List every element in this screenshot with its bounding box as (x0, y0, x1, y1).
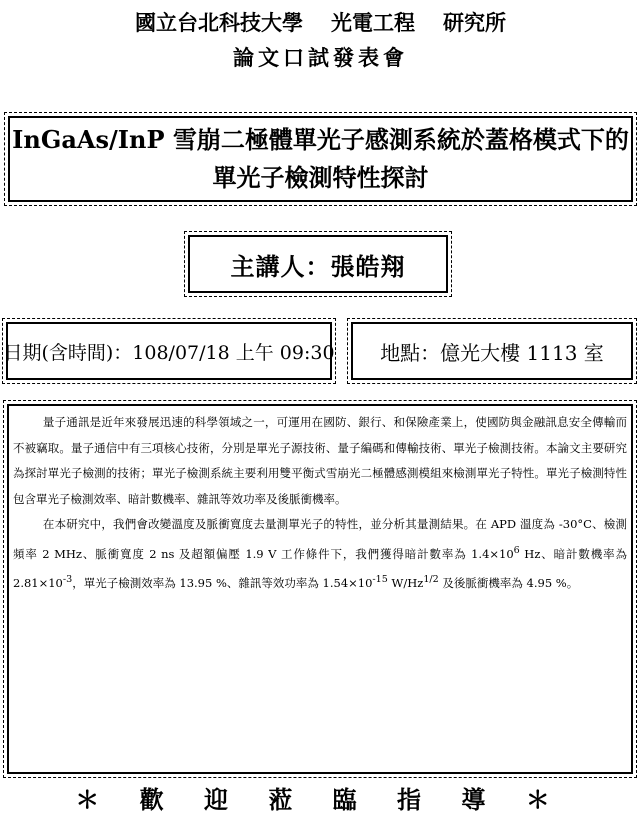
date-label: 日期(含時間)：108/07/18 上午 09:30 (6, 322, 332, 380)
abstract-paragraph-2 (13, 512, 627, 596)
event-title: 論文口試發表會 (233, 45, 408, 70)
thesis-title-line-2: 單光子檢測特性探討 (212, 163, 429, 192)
superscript: -3 (62, 574, 73, 586)
abstract-p2-part-c: ，單光子檢測效率為 13.95 %、雜訊等效功率為 1.54×10 (72, 576, 373, 591)
superscript: -15 (372, 574, 388, 586)
abstract-p2-part-e: 及後脈衝機率為 4.95 %。 (438, 576, 579, 591)
abstract-p2-part-d: W/Hz (387, 576, 424, 591)
abstract-p2-part-b: Hz、暗計數機率為 2.81×10 (13, 546, 627, 591)
venue-box (347, 318, 637, 384)
thesis-title-box (4, 112, 637, 206)
date-box (2, 318, 336, 384)
superscript: 6 (513, 544, 520, 556)
speaker-box (184, 231, 452, 297)
header-school-line (0, 7, 641, 37)
university-name: 國立台北科技大學 (135, 10, 303, 35)
superscript: 1/2 (423, 574, 439, 586)
institute-name: 研究所 (443, 10, 506, 35)
abstract-p2-part-a: 在本研究中，我們會改變溫度及脈衝寬度去量測單光子的特性，並分析其量測結果。在 APD 溫度為 -30°C、檢測頻率 2 MHz、脈衝寬度 2 ns 及超額偏壓 1.9 V 工作條件下，我們獲得暗計數率為 1.4×10 (13, 517, 627, 561)
venue-label: 地點：億光大樓 1113 室 (351, 322, 633, 380)
thesis-title (8, 116, 633, 202)
welcome-footer: ＊ 歡 迎 蒞 臨 指 導 ＊ (75, 785, 566, 814)
speaker-label: 主講人：張皓翔 (188, 235, 448, 293)
thesis-title-line-1: InGaAs/InP 雪崩二極體單光子感測系統於蓋格模式下的 (12, 125, 629, 154)
department-name: 光電工程 (331, 10, 415, 35)
abstract-paragraph-1: 量子通訊是近年來發展迅速的科學領域之一，可運用在國防、銀行、和保險產業上，使國防與金融訊息安全傳輸而不被竊取。量子通信中有三項核心技術，分別是單光子源技術、量子編碼和傳輸技術、單光子檢測技術。本論文主要研究為探討單光子檢測的技術；單光子檢測系統主要利用雙平衡式雪崩光二極體感測模組來檢測單光子特性。單光子檢測特性包含單光子檢測效率、暗計數機率、雜訊等效功率及後脈衝機率。 (13, 415, 627, 506)
abstract-box (3, 400, 637, 778)
abstract-text (7, 404, 633, 774)
